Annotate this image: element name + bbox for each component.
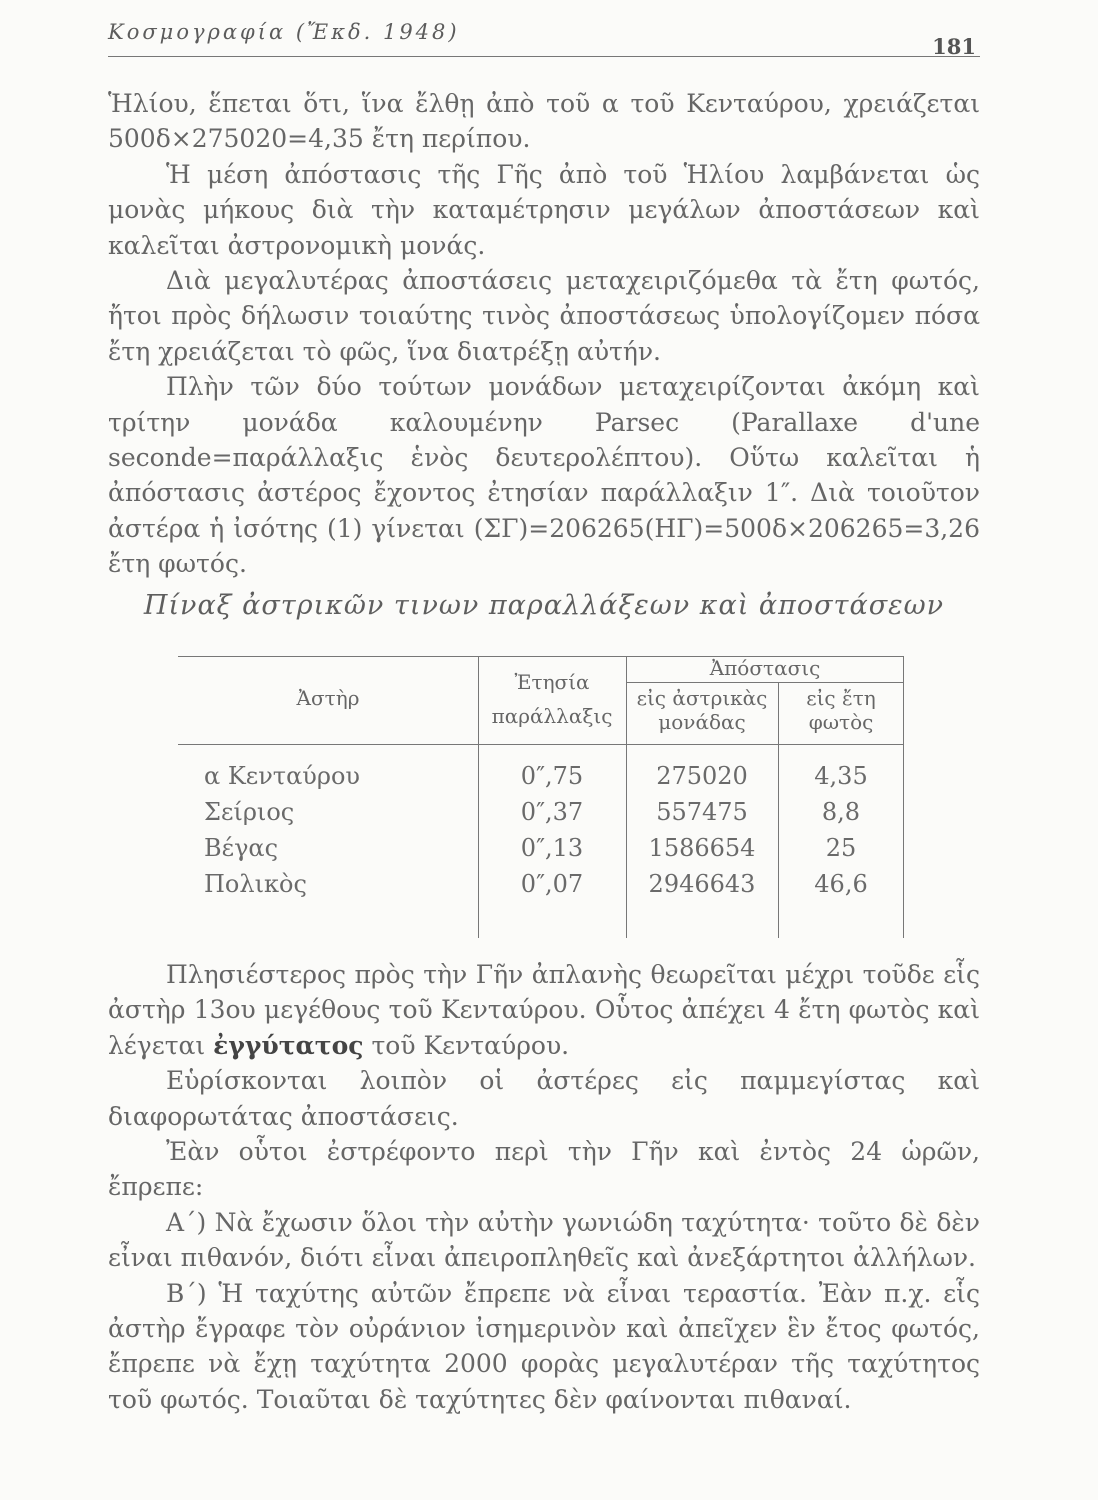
- paragraph: Ἡλίου, ἕπεται ὅτι, ἵνα ἔλθῃ ἀπὸ τοῦ α τοῦ Κενταύρου, χρειάζεται 500δ×275020=4,35 ἔτη περίπου.: [108, 89, 980, 154]
- table-cell-star: Πολικὸς: [204, 870, 307, 898]
- table-cell-parallax: 0″,37: [520, 798, 584, 826]
- table-cell-star: Βέγας: [204, 834, 279, 862]
- table-cell-au: 2946643: [648, 870, 756, 898]
- table-title: Πίναξ ἀστρικῶν τινων παραλλάξεων καὶ ἀποστάσεων: [143, 590, 945, 621]
- paragraph: Διὰ μεγαλυτέρας ἀποστάσεις μεταχειριζόμεθα τὰ ἔτη φωτός, ἤτοι πρὸς δήλωσιν τοιαύτης τινὸς ἀποστάσεως ὑπολογίζομεν πόσα ἔτη χρειάζεται τὸ φῶς, ἵνα διατρέξῃ αὐτήν.: [108, 266, 980, 366]
- text-run: τοῦ Κενταύρου.: [363, 1030, 570, 1060]
- paragraph: Ἡ μέση ἀπόστασις τῆς Γῆς ἀπὸ τοῦ Ἡλίου λαμβάνεται ὡς μονὰς μήκους διὰ τὴν καταμέτρησιν μεγάλων ἀποστάσεων καὶ καλεῖται ἀστρονομικὴ μονάς.: [108, 159, 980, 260]
- header-rule: [108, 56, 980, 57]
- table-cell-star: α Κενταύρου: [204, 762, 361, 790]
- header-au-line2: μονάδας: [658, 710, 746, 734]
- body-text-bottom: [108, 957, 980, 1417]
- table-cell-ly: 4,35: [814, 762, 868, 790]
- running-title: Κοσμογραφία (Ἔκδ. 1948): [108, 20, 460, 44]
- table-cell-ly: 25: [825, 834, 857, 862]
- emphasized-term: ἐγγύτατος: [213, 1030, 364, 1060]
- parallax-table: [178, 648, 904, 938]
- paragraph: Β΄) Ἡ ταχύτης αὐτῶν ἔπρεπε νὰ εἶναι τεραστία. Ἐὰν π.χ. εἷς ἀστὴρ ἔγραφε τὸν οὐράνιον ἰσημερινὸν καὶ ἀπεῖχεν ἓν ἔτος φωτός, ἔπρεπε νὰ ἔχῃ ταχύτητα 2000 φορὰς μεγαλυτέραν τῆς ταχύτητος τοῦ φωτός. Τοιαῦται δὲ ταχύτητες δὲν φαίνονται πιθαναί.: [108, 1278, 980, 1414]
- header-ly-line2: φωτὸς: [808, 710, 874, 734]
- paragraph: [108, 957, 980, 1063]
- table-cell-parallax: 0″,07: [520, 870, 584, 898]
- paragraph: Ἐὰν οὗτοι ἐστρέφοντο περὶ τὴν Γῆν καὶ ἐντὸς 24 ὡρῶν, ἔπρεπε:: [108, 1137, 980, 1202]
- table-cell-parallax: 0″,13: [520, 834, 584, 862]
- table-cell-au: 557475: [656, 798, 748, 826]
- paragraph: Πλὴν τῶν δύο τούτων μονάδων μεταχειρίζονται ἀκόμη καὶ τρίτην μονάδα καλουμένην Parsec (Parallaxe d'une seconde=παράλλαξις ἑνὸς δευτερολέπτου). Οὕτω καλεῖται ἡ ἀπόστασις ἀστέρος ἔχοντος ἐτησίαν παράλλαξιν 1″. Διὰ τοιοῦτον ἀστέρα ἡ ἰσότης (1) γίνεται (ΣΓ)=206265(ΗΓ)=500δ×206265=3,26 ἔτη φωτός.: [108, 372, 980, 579]
- paragraph: Α΄) Νὰ ἔχωσιν ὅλοι τὴν αὐτὴν γωνιώδη ταχύτητα· τοῦτο δὲ δὲν εἶναι πιθανόν, διότι εἶναι ἀπειροπληθεῖς καὶ ἀνεξάρτητοι ἀλλήλων.: [108, 1207, 980, 1273]
- header-star: Ἀστὴρ: [296, 686, 360, 710]
- table-cell-star: Σείριος: [204, 798, 295, 826]
- running-header: [108, 20, 980, 68]
- paragraph: Εὑρίσκονται λοιπὸν οἱ ἀστέρες εἰς παμμεγίστας καὶ διαφορωτάτας ἀποστάσεις.: [108, 1066, 980, 1131]
- table-cell-ly: 8,8: [821, 798, 861, 826]
- header-au-line1: εἰς ἀστρικὰς: [636, 686, 768, 710]
- body-text-top: [108, 86, 980, 582]
- table-cell-parallax: 0″,75: [520, 762, 584, 790]
- table-cell-au: 1586654: [648, 834, 756, 862]
- header-distance: Ἀπόστασις: [709, 656, 821, 680]
- header-ly-line1: εἰς ἔτη: [806, 686, 876, 710]
- page-number: 181: [932, 34, 976, 59]
- table-cell-au: 275020: [656, 762, 748, 790]
- text-run: Πλησιέστερος πρὸς τὴν Γῆν ἀπλανὴς θεωρεῖται μέχρι τοῦδε εἷς ἀστὴρ 13ου μεγέθους τοῦ Κενταύρου. Οὗτος ἀπέχει 4 ἔτη φωτὸς καὶ λέγεται: [108, 960, 980, 1060]
- header-parallax-line2: παράλλαξις: [491, 704, 613, 728]
- table-cell-ly: 46,6: [814, 870, 868, 898]
- table-subheader-rule: [626, 682, 904, 683]
- header-parallax-line1: Ἐτησία: [514, 670, 590, 694]
- table-header-rule: [178, 744, 904, 745]
